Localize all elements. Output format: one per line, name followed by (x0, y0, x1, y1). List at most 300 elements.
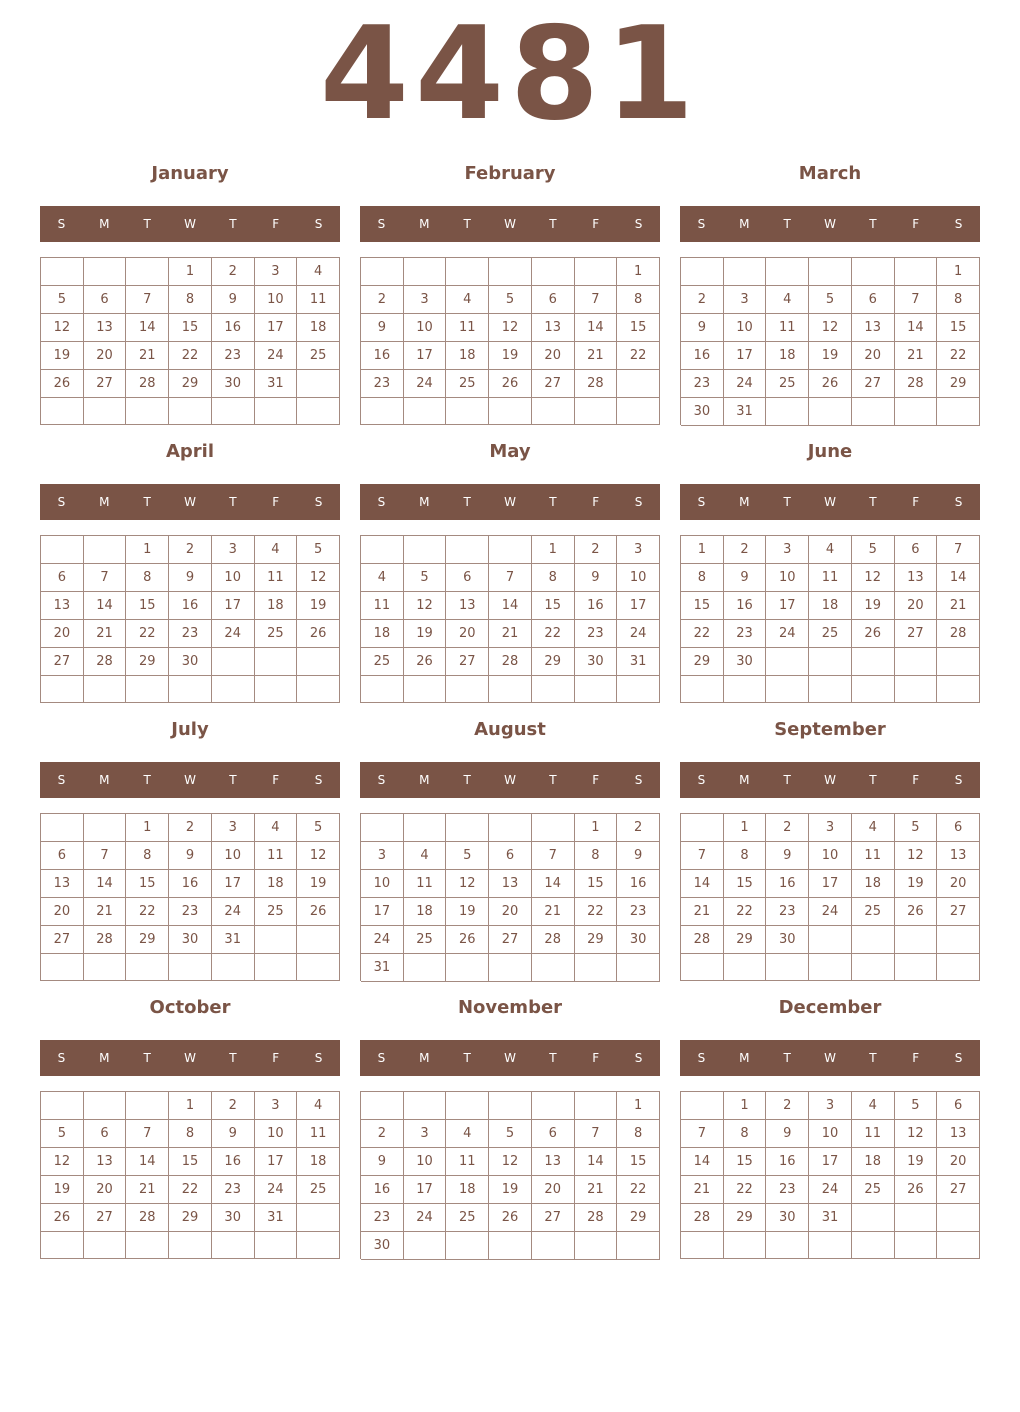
day-cell: 14 (895, 314, 938, 342)
day-cell: 20 (446, 620, 489, 648)
weekday-label: M (739, 495, 750, 509)
weekday-label: F (272, 1051, 280, 1065)
weekday-header (360, 1040, 660, 1076)
day-cell: 3 (766, 536, 809, 564)
day-cell: 16 (617, 870, 660, 898)
day-cell: 17 (404, 1176, 447, 1204)
day-cell: 30 (212, 370, 255, 398)
day-grid (360, 813, 660, 981)
day-cell: 17 (766, 592, 809, 620)
day-cell: 5 (489, 1120, 532, 1148)
day-cell: 23 (766, 1176, 809, 1204)
day-cell: 5 (895, 814, 938, 842)
day-cell: 25 (852, 898, 895, 926)
day-cell: 15 (937, 314, 980, 342)
day-cell: 13 (532, 1148, 575, 1176)
day-cell: 11 (852, 842, 895, 870)
empty-cell (681, 258, 724, 286)
day-cell: 5 (809, 286, 852, 314)
weekday-label: T (229, 495, 237, 509)
day-cell: 2 (681, 286, 724, 314)
day-cell: 26 (895, 1176, 938, 1204)
day-cell: 17 (212, 592, 255, 620)
weekday-label: T (229, 1051, 237, 1065)
empty-cell (895, 258, 938, 286)
empty-cell (126, 258, 169, 286)
day-cell: 7 (489, 564, 532, 592)
weekday-label: S (377, 1051, 386, 1065)
day-cell: 17 (617, 592, 660, 620)
day-cell: 21 (84, 620, 127, 648)
day-cell: 8 (532, 564, 575, 592)
day-cell: 14 (681, 1148, 724, 1176)
day-cell: 6 (852, 286, 895, 314)
day-cell: 10 (766, 564, 809, 592)
day-cell: 1 (937, 258, 980, 286)
empty-cell (681, 954, 724, 981)
day-cell: 22 (617, 342, 660, 370)
day-grid (40, 1091, 340, 1259)
day-cell: 4 (297, 258, 340, 286)
day-cell: 6 (84, 286, 127, 314)
day-cell: 9 (169, 564, 212, 592)
empty-cell (724, 258, 767, 286)
weekday-label: S (634, 1051, 643, 1065)
month-title: July (171, 719, 209, 740)
empty-cell (404, 258, 447, 286)
empty-cell (84, 814, 127, 842)
day-cell: 28 (575, 1204, 618, 1232)
day-cell: 22 (617, 1176, 660, 1204)
day-cell: 18 (852, 870, 895, 898)
day-cell: 14 (126, 314, 169, 342)
day-cell: 18 (446, 1176, 489, 1204)
weekday-label: S (697, 773, 706, 787)
day-cell: 27 (446, 648, 489, 676)
day-cell: 9 (212, 1120, 255, 1148)
day-cell: 6 (84, 1120, 127, 1148)
day-cell: 25 (809, 620, 852, 648)
day-cell: 10 (404, 314, 447, 342)
day-cell: 19 (297, 870, 340, 898)
weekday-header (360, 762, 660, 798)
day-grid (360, 257, 660, 425)
day-cell: 10 (404, 1148, 447, 1176)
day-cell: 2 (766, 814, 809, 842)
empty-cell (169, 398, 212, 425)
day-cell: 28 (895, 370, 938, 398)
day-cell: 6 (532, 286, 575, 314)
day-cell: 20 (895, 592, 938, 620)
empty-cell (937, 1232, 980, 1259)
empty-cell (446, 814, 489, 842)
weekday-label: S (697, 217, 706, 231)
day-cell: 18 (852, 1148, 895, 1176)
empty-cell (297, 676, 340, 703)
empty-cell (489, 398, 532, 425)
empty-cell (169, 954, 212, 981)
day-cell: 23 (169, 898, 212, 926)
day-cell: 13 (852, 314, 895, 342)
empty-cell (84, 1092, 127, 1120)
weekday-label: T (143, 773, 151, 787)
empty-cell (532, 258, 575, 286)
day-cell: 13 (937, 842, 980, 870)
day-cell: 25 (446, 370, 489, 398)
day-cell: 3 (404, 286, 447, 314)
weekday-label: S (634, 217, 643, 231)
empty-cell (41, 814, 84, 842)
day-cell: 14 (937, 564, 980, 592)
day-cell: 27 (937, 1176, 980, 1204)
day-cell: 21 (489, 620, 532, 648)
day-cell: 26 (446, 926, 489, 954)
weekday-label: S (377, 773, 386, 787)
day-cell: 3 (809, 814, 852, 842)
empty-cell (852, 926, 895, 954)
day-cell: 27 (852, 370, 895, 398)
weekday-label: T (869, 217, 877, 231)
empty-cell (361, 1092, 404, 1120)
day-cell: 19 (489, 1176, 532, 1204)
day-cell: 2 (617, 814, 660, 842)
day-cell: 17 (212, 870, 255, 898)
day-cell: 6 (937, 814, 980, 842)
day-cell: 25 (766, 370, 809, 398)
day-cell: 21 (681, 898, 724, 926)
empty-cell (212, 648, 255, 676)
weekday-label: M (739, 1051, 750, 1065)
day-cell: 1 (681, 536, 724, 564)
day-cell: 15 (169, 314, 212, 342)
day-cell: 21 (84, 898, 127, 926)
empty-cell (84, 1232, 127, 1259)
empty-cell (126, 676, 169, 703)
day-cell: 4 (852, 1092, 895, 1120)
day-cell: 5 (489, 286, 532, 314)
day-cell: 8 (169, 1120, 212, 1148)
day-cell: 29 (617, 1204, 660, 1232)
day-cell: 30 (617, 926, 660, 954)
day-cell: 29 (169, 370, 212, 398)
day-cell: 25 (255, 898, 298, 926)
day-cell: 14 (532, 870, 575, 898)
empty-cell (895, 954, 938, 981)
empty-cell (532, 954, 575, 982)
day-cell: 10 (361, 870, 404, 898)
weekday-label: W (824, 217, 836, 231)
day-cell: 8 (617, 1120, 660, 1148)
month-title: March (798, 163, 862, 184)
weekday-label: T (549, 1051, 557, 1065)
day-cell: 10 (724, 314, 767, 342)
empty-cell (446, 258, 489, 286)
day-cell: 3 (212, 536, 255, 564)
weekday-label: F (592, 495, 600, 509)
empty-cell (681, 814, 724, 842)
day-cell: 7 (84, 564, 127, 592)
day-cell: 3 (724, 286, 767, 314)
day-cell: 18 (297, 1148, 340, 1176)
day-cell: 26 (489, 1204, 532, 1232)
day-cell: 7 (895, 286, 938, 314)
day-cell: 8 (724, 842, 767, 870)
day-cell: 19 (41, 342, 84, 370)
day-cell: 14 (681, 870, 724, 898)
day-grid (360, 535, 660, 703)
empty-cell (489, 954, 532, 982)
day-cell: 2 (212, 258, 255, 286)
empty-cell (212, 398, 255, 425)
day-grid (40, 257, 340, 425)
empty-cell (41, 1092, 84, 1120)
day-cell: 22 (724, 1176, 767, 1204)
weekday-label: T (463, 1051, 471, 1065)
day-cell: 31 (724, 398, 767, 426)
empty-cell (766, 954, 809, 981)
empty-cell (681, 676, 724, 703)
weekday-header (680, 1040, 980, 1076)
weekday-label: S (634, 773, 643, 787)
day-cell: 31 (255, 370, 298, 398)
empty-cell (84, 258, 127, 286)
day-cell: 15 (126, 592, 169, 620)
weekday-label: S (314, 1051, 323, 1065)
empty-cell (937, 398, 980, 426)
day-cell: 3 (404, 1120, 447, 1148)
day-cell: 19 (446, 898, 489, 926)
day-cell: 12 (895, 1120, 938, 1148)
day-cell: 15 (575, 870, 618, 898)
empty-cell (575, 398, 618, 425)
day-cell: 17 (809, 870, 852, 898)
day-cell: 11 (446, 314, 489, 342)
day-cell: 14 (575, 1148, 618, 1176)
empty-cell (895, 1204, 938, 1232)
day-cell: 14 (126, 1148, 169, 1176)
weekday-label: T (463, 495, 471, 509)
empty-cell (404, 676, 447, 703)
empty-cell (212, 676, 255, 703)
day-grid (680, 1091, 980, 1259)
day-cell: 24 (809, 898, 852, 926)
day-cell: 13 (84, 314, 127, 342)
day-cell: 6 (41, 842, 84, 870)
day-cell: 15 (617, 314, 660, 342)
day-cell: 2 (361, 1120, 404, 1148)
day-cell: 13 (937, 1120, 980, 1148)
empty-cell (937, 954, 980, 981)
empty-cell (41, 398, 84, 425)
weekday-header (40, 206, 340, 242)
day-cell: 5 (41, 286, 84, 314)
day-cell: 5 (404, 564, 447, 592)
day-cell: 9 (169, 842, 212, 870)
day-cell: 4 (255, 536, 298, 564)
empty-cell (532, 1232, 575, 1260)
day-cell: 11 (255, 842, 298, 870)
empty-cell (809, 398, 852, 426)
empty-cell (724, 954, 767, 981)
day-cell: 15 (532, 592, 575, 620)
day-cell: 23 (681, 370, 724, 398)
empty-cell (852, 648, 895, 676)
empty-cell (297, 398, 340, 425)
day-cell: 8 (169, 286, 212, 314)
weekday-label: T (549, 495, 557, 509)
empty-cell (297, 648, 340, 676)
day-cell: 30 (169, 648, 212, 676)
day-cell: 11 (255, 564, 298, 592)
day-cell: 29 (724, 1204, 767, 1232)
day-cell: 2 (169, 536, 212, 564)
weekday-label: W (184, 773, 196, 787)
day-cell: 17 (809, 1148, 852, 1176)
day-cell: 16 (212, 1148, 255, 1176)
day-cell: 7 (84, 842, 127, 870)
weekday-header (40, 762, 340, 798)
empty-cell (169, 676, 212, 703)
empty-cell (852, 258, 895, 286)
day-cell: 6 (937, 1092, 980, 1120)
day-cell: 23 (212, 1176, 255, 1204)
empty-cell (126, 398, 169, 425)
day-cell: 4 (297, 1092, 340, 1120)
empty-cell (126, 1232, 169, 1259)
day-cell: 27 (41, 648, 84, 676)
day-cell: 16 (361, 342, 404, 370)
day-cell: 31 (255, 1204, 298, 1232)
empty-cell (766, 1232, 809, 1259)
day-cell: 23 (361, 1204, 404, 1232)
weekday-label: S (377, 217, 386, 231)
empty-cell (255, 398, 298, 425)
day-cell: 11 (766, 314, 809, 342)
day-cell: 30 (212, 1204, 255, 1232)
empty-cell (895, 1232, 938, 1259)
empty-cell (809, 954, 852, 981)
day-cell: 22 (126, 898, 169, 926)
day-cell: 9 (361, 1148, 404, 1176)
weekday-label: T (549, 773, 557, 787)
empty-cell (361, 398, 404, 425)
day-cell: 26 (404, 648, 447, 676)
day-cell: 30 (766, 926, 809, 954)
weekday-label: S (954, 217, 963, 231)
day-cell: 29 (724, 926, 767, 954)
day-cell: 12 (489, 314, 532, 342)
day-cell: 24 (255, 342, 298, 370)
weekday-header (680, 206, 980, 242)
day-cell: 19 (41, 1176, 84, 1204)
day-cell: 20 (937, 870, 980, 898)
day-cell: 17 (255, 314, 298, 342)
empty-cell (84, 398, 127, 425)
day-cell: 9 (724, 564, 767, 592)
empty-cell (84, 676, 127, 703)
weekday-label: F (592, 773, 600, 787)
weekday-label: W (824, 495, 836, 509)
day-cell: 3 (255, 258, 298, 286)
empty-cell (297, 954, 340, 981)
day-cell: 26 (809, 370, 852, 398)
empty-cell (126, 954, 169, 981)
day-cell: 16 (361, 1176, 404, 1204)
day-cell: 17 (404, 342, 447, 370)
weekday-label: M (99, 773, 110, 787)
weekday-label: S (697, 495, 706, 509)
day-cell: 4 (852, 814, 895, 842)
weekday-header (40, 484, 340, 520)
weekday-label: S (954, 495, 963, 509)
day-cell: 7 (681, 842, 724, 870)
month-title: February (464, 163, 556, 184)
day-cell: 4 (446, 286, 489, 314)
day-cell: 23 (361, 370, 404, 398)
day-cell: 25 (446, 1204, 489, 1232)
day-grid (680, 813, 980, 981)
day-cell: 11 (297, 286, 340, 314)
day-cell: 7 (575, 1120, 618, 1148)
day-cell: 23 (766, 898, 809, 926)
day-cell: 26 (895, 898, 938, 926)
day-cell: 25 (404, 926, 447, 954)
empty-cell (212, 1232, 255, 1259)
weekday-label: F (912, 773, 920, 787)
day-cell: 1 (532, 536, 575, 564)
empty-cell (446, 1092, 489, 1120)
empty-cell (41, 676, 84, 703)
empty-cell (361, 676, 404, 703)
weekday-label: F (912, 1051, 920, 1065)
day-grid (40, 535, 340, 703)
day-cell: 6 (489, 842, 532, 870)
day-cell: 9 (766, 842, 809, 870)
weekday-label: F (272, 495, 280, 509)
day-cell: 19 (852, 592, 895, 620)
day-cell: 3 (212, 814, 255, 842)
day-cell: 31 (809, 1204, 852, 1232)
weekday-label: M (739, 773, 750, 787)
day-cell: 9 (212, 286, 255, 314)
day-cell: 29 (126, 926, 169, 954)
empty-cell (255, 1232, 298, 1259)
empty-cell (446, 1232, 489, 1260)
empty-cell (532, 814, 575, 842)
day-cell: 14 (84, 870, 127, 898)
day-cell: 28 (937, 620, 980, 648)
day-cell: 28 (681, 1204, 724, 1232)
empty-cell (297, 926, 340, 954)
day-cell: 29 (532, 648, 575, 676)
empty-cell (617, 1232, 660, 1260)
day-cell: 11 (809, 564, 852, 592)
day-cell: 16 (212, 314, 255, 342)
empty-cell (895, 398, 938, 426)
day-cell: 3 (255, 1092, 298, 1120)
empty-cell (41, 1232, 84, 1259)
empty-cell (724, 676, 767, 703)
day-cell: 24 (404, 370, 447, 398)
day-cell: 1 (724, 1092, 767, 1120)
day-cell: 21 (681, 1176, 724, 1204)
empty-cell (937, 926, 980, 954)
day-cell: 8 (126, 842, 169, 870)
day-cell: 8 (126, 564, 169, 592)
day-cell: 15 (169, 1148, 212, 1176)
empty-cell (937, 676, 980, 703)
day-cell: 7 (681, 1120, 724, 1148)
